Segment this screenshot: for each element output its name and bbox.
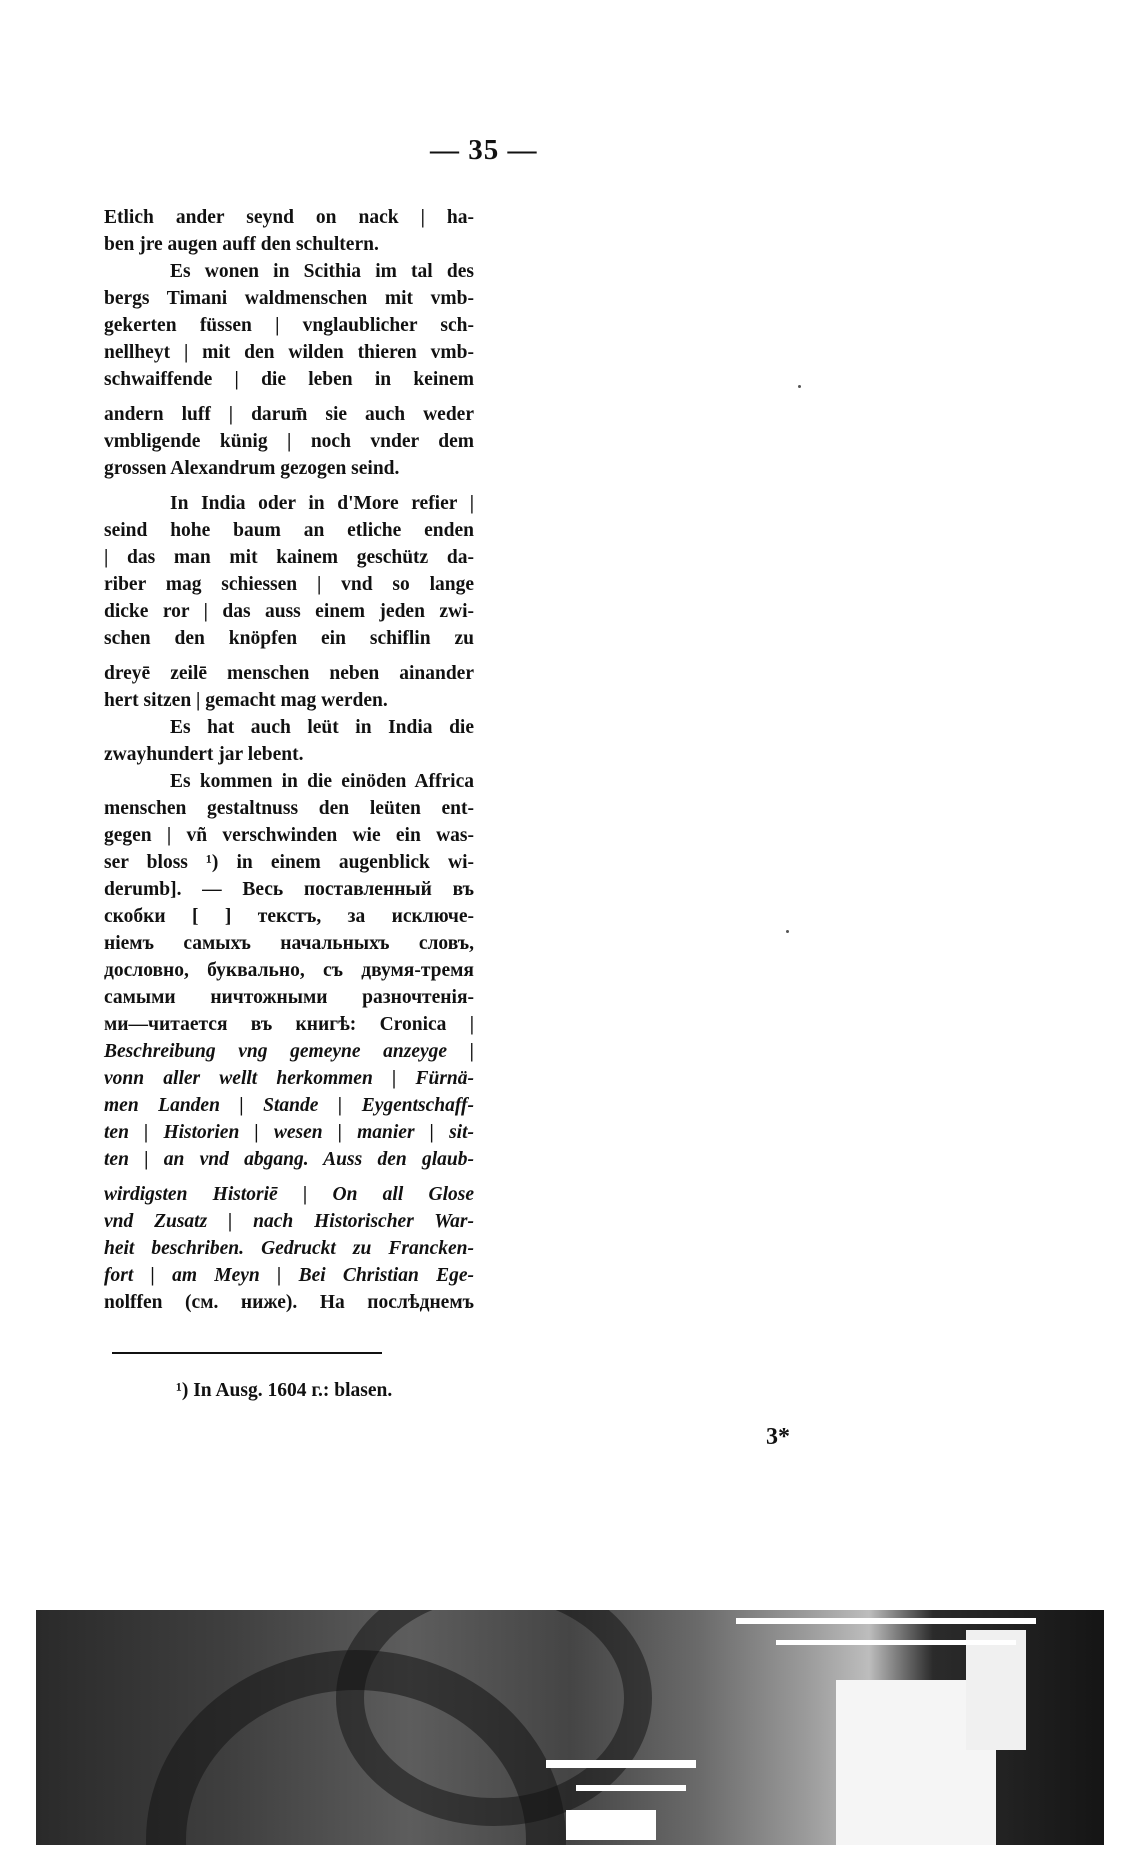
text-line: Es hat auch leüt in India die — [170, 717, 474, 738]
text-line: derumb]. — Весь поставленный въ — [104, 879, 474, 900]
text-line: schwaiffende | die leben in keinem — [104, 369, 474, 390]
text-line: schen den knöpfen ein schiflin zu — [104, 628, 474, 649]
text-line: hert sitzen | gemacht mag werden. — [104, 690, 388, 711]
text-line: nolffen (см. ниже). На послѣднемъ — [104, 1292, 474, 1313]
text-line: ми—читается въ книгѣ: Cronica | — [104, 1014, 474, 1035]
text-line: скобки [ ] текстъ, за исключе- — [104, 906, 474, 927]
text-line: дословно, буквально, съ двумя-тремя — [104, 960, 474, 981]
text-line: menschen gestaltnuss den leüten ent- — [104, 798, 474, 819]
text-line: heit beschriben. Gedruckt zu Francken- — [104, 1238, 474, 1259]
text-line: riber mag schiessen | vnd so lange — [104, 574, 474, 595]
text-line: | das man mit kainem geschütz da- — [104, 547, 474, 568]
text-line: ніемъ самыхъ начальныхъ словъ, — [104, 933, 474, 954]
text-line: nellheyt | mit den wilden thieren vmb- — [104, 342, 474, 363]
scan-glitch — [736, 1618, 1036, 1624]
scan-glare — [966, 1630, 1026, 1750]
signature-mark: 3* — [766, 1424, 790, 1450]
text-line: In India oder in d'More refier | — [170, 493, 474, 514]
footnote: ¹) In Ausg. 1604 г.: blasen. — [176, 1380, 393, 1401]
text-line: Etlich ander seynd on nack | ha- — [104, 207, 474, 228]
text-line: grossen Alexandrum gezogen seind. — [104, 458, 400, 479]
text-line: vmbligende künig | noch vnder dem — [104, 431, 474, 452]
text-line: dreyē zeilē menschen neben ainander — [104, 663, 474, 684]
scan-glitch — [566, 1810, 656, 1840]
scan-glitch — [546, 1760, 696, 1768]
text-line: fort | am Meyn | Bei Christian Ege- — [104, 1265, 474, 1286]
text-line: vonn aller wellt herkommen | Fürnä- — [104, 1068, 474, 1089]
text-line: самыми ничтожными разночтенія- — [104, 987, 474, 1008]
main-text-column — [104, 204, 474, 1316]
text-line: ben jre augen auff den schultern. — [104, 234, 379, 255]
text-line: andern luff | darum̄ sie auch weder — [104, 404, 474, 425]
text-line: wirdigsten Historiē | On all Glose — [104, 1184, 474, 1205]
text-line: ser bloss ¹) in einem augenblick wi- — [104, 852, 474, 873]
text-line: Es wonen in Scithia im tal des — [170, 261, 474, 282]
text-line: Es kommen in die einöden Affrica — [170, 771, 474, 792]
text-line: Beschreibung vng gemeyne anzeyge | — [104, 1041, 474, 1062]
scan-speck — [798, 385, 801, 388]
page-number: — 35 — — [430, 134, 538, 166]
text-line: ten | Historien | wesen | manier | sit- — [104, 1122, 474, 1143]
footnote-divider — [112, 1352, 382, 1354]
scan-artifact-strip — [36, 1610, 1104, 1845]
scan-glitch — [576, 1785, 686, 1791]
text-line: gegen | vñ verschwinden wie ein was- — [104, 825, 474, 846]
text-line: men Landen | Stande | Eygentschaff- — [104, 1095, 474, 1116]
scan-speck — [786, 930, 789, 933]
text-line: vnd Zusatz | nach Historischer War- — [104, 1211, 474, 1232]
text-line: ten | an vnd abgang. Auss den glaub- — [104, 1149, 474, 1170]
text-line: seind hohe baum an etliche enden — [104, 520, 474, 541]
text-line: gekerten füssen | vnglaublicher sch- — [104, 315, 474, 336]
scan-glitch — [776, 1640, 1016, 1645]
text-line: zwayhundert jar lebent. — [104, 744, 304, 765]
text-line: dicke ror | das auss einem jeden zwi- — [104, 601, 474, 622]
text-line: bergs Timani waldmenschen mit vmb- — [104, 288, 474, 309]
